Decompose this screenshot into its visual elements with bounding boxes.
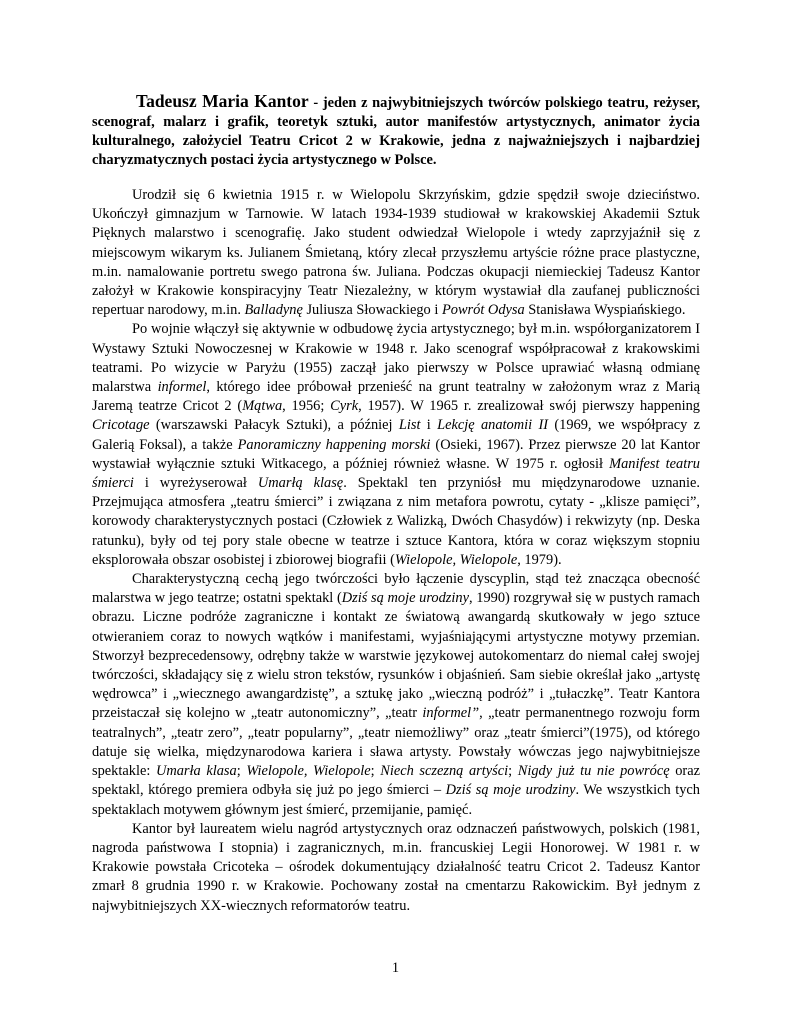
italic-title: Umarła klasa <box>155 763 237 780</box>
italic-title: Manifest teatru śmierci <box>92 455 700 492</box>
text-run: ; <box>508 763 518 780</box>
italic-title: Wielopole, Wielopole <box>246 763 371 780</box>
text-run: , „teatr permanentnego rozwoju form teatralnych”, „teatr zero”, „teatr popularny”, „teatr niemożliwy” oraz „teatr śmierci”(1975), od którego datuje się wielka, międzynarodowa kariera i sława artysty. Powstały wówczas jego najwybitniejsze spektakle: <box>92 705 700 780</box>
body-paragraph <box>92 820 700 916</box>
text-run: i <box>420 417 438 434</box>
text-run: ; <box>236 763 247 780</box>
italic-title: Lekcję anatomii II <box>437 417 549 434</box>
body-text <box>92 186 700 916</box>
text-run: oraz spektakl, którego premiera odbyła się już po jego śmierci – <box>92 763 700 799</box>
text-run: , którego idee próbował przenieść na grunt teatralny w założonym wraz z Marią Jaremą teatrze Cricot 2 ( <box>92 379 701 415</box>
text-run: , 1957). W 1965 r. zrealizował swój pierwszy happening <box>358 398 700 415</box>
italic-title: Cyrk <box>330 398 359 415</box>
italic-title: Dziś są moje urodziny <box>341 590 469 607</box>
text-run: , 1990) rozgrywał się w pustych ramach obrazu. Liczne podróże zagraniczne i kontakt ze światową awangardą skutkowały w jego sztuce otwieraniem coraz to nowych wątków i manifestami, wyjaśniającymi artystyczne motywy przemian. Stworzył bezprecedensowy, odrębny także w warstwie językowej autokomentarz do niemal całej swojej twórczości, składający się z wielu stron tekstów, rysunków i objaśnień. Sam siebie określał jako „artystę wędrowca” i „wiecznego awangardzistę”, a sztukę jako „wieczną podróż” i „tułaczkę”. Teatr Kantora przeistaczał się kolejno w „teatr autonomiczny”, „teatr <box>92 590 700 722</box>
body-paragraph <box>92 570 700 820</box>
text-run: Stanisława Wyspiańskiego. <box>524 302 686 319</box>
text-run: Po wojnie włączył się aktywnie w odbudowę życia artystycznego; był m.in. współorganizatorem I Wystawy Sztuki Nowoczesnej w Krakowie w 1948 r. Jako scenograf współpracował z krakowskimi teatrami. Po wizycie w Paryżu (1955) zaczął jako pierwszy w Polsce uprawiać własną odmianę malarstwa <box>92 321 700 396</box>
text-run: ; <box>370 763 381 780</box>
page-number: 1 <box>391 960 400 976</box>
text-run: (Osieki, 1967). Przez pierwsze 20 lat Kantor wystawiał wyłącznie sztuki Witkacego, a później również własne. W 1975 r. ogłosił <box>92 436 700 472</box>
text-run: Charakterystyczną cechą jego twórczości było łączenie dyscyplin, stąd też znacząca obecność malarstwa w jego teatrze; ostatni spektakl ( <box>92 571 700 607</box>
italic-title: Niech sczezną artyści <box>380 763 509 780</box>
italic-title: Balladynę <box>244 302 303 319</box>
italic-title: Dziś są moje urodziny <box>445 782 576 799</box>
italic-title: Umarłą klasę <box>257 475 344 492</box>
italic-title: Panoramiczny happening morski <box>237 436 431 453</box>
text-run: (warszawski Pałacyk Sztuki), a później <box>149 417 399 434</box>
document-page <box>92 92 700 916</box>
italic-title: Nigdy już tu nie powrócę <box>517 763 670 780</box>
text-run: , 1979). <box>517 551 562 568</box>
text-run: . Spektakl ten przyniósł mu międzynarodowe uznanie. Przejmująca atmosfera „teatru śmierci” i związana z nim metafora powrotu, cytaty - „klisze pamięci”, korowody charakterystycznych postaci (Człowiek z Walizką, Dwóch Chasydów) i rekwizyty (np. Deska ratunku), były od tej pory stale obecne w teatrze i sztuce Kantora, która w coraz większym stopniu eksplorowała obszar osobistej i zbiorowej biografii ( <box>92 475 700 568</box>
text-run: , 1956; <box>282 398 331 415</box>
body-paragraph <box>92 320 700 570</box>
body-paragraph <box>92 186 700 320</box>
intro-paragraph <box>92 92 700 170</box>
text-run: i wyreżyserował <box>133 475 258 492</box>
text-run: (1969, we współpracy z Galerią Foksal), a także <box>92 417 700 453</box>
text-run: Juliusza Słowackiego i <box>302 302 442 319</box>
text-run: Urodził się 6 kwietnia 1915 r. w Wielopolu Skrzyńskim, gdzie spędził swoje dzieciństwo. Ukończył gimnazjum w Tarnowie. W latach 1934-1939 studiował w krakowskiej Akademii Sztuk Pięknych malarstwo i scenografię. Jako student odwiedzał Wielopole i wtedy zaprzyjaźnił się z miejscowym wikarym ks. Julianem Śmietaną, który zlecał przyszłemu artyście różne prace plastyczne, m.in. namalowanie portretu swego patrona św. Juliana. Podczas okupacji niemieckiej Tadeusz Kantor założył w Krakowie konspiracyjny Teatr Niezależny, w którym wystawiał dla zaufanej publiczności repertuar narodowy, m.in. <box>92 187 700 319</box>
subject-name: Tadeusz Maria Kantor <box>136 91 309 111</box>
italic-title: informel <box>157 379 207 396</box>
italic-title: Mątwa <box>242 398 283 415</box>
italic-title: Wielopole, Wielopole <box>394 551 518 568</box>
italic-title: Powrót Odysa <box>441 302 525 319</box>
italic-title: informel” <box>422 705 480 722</box>
text-run: Kantor był laureatem wielu nagród artystycznych oraz odznaczeń państwowych, polskich (1981, nagroda państwowa I stopnia) i zagranicznych, m.in. francuskiej Legii Honorowej. W 1981 r. w Krakowie powstała Cricoteka – ośrodek dokumentujący działalność teatru Cricot 2. Tadeusz Kantor zmarł 8 grudnia 1990 r. w Krakowie. Pochowany został na cmentarzu Rakowickim. Był jednym z najwybitniejszych XX-wiecznych reformatorów teatru. <box>92 820 700 914</box>
italic-title: Cricotage <box>92 417 150 434</box>
italic-title: List <box>398 417 421 434</box>
text-run: . We wszystkich tych spektaklach motywem głównym jest śmierć, przemijanie, pamięć. <box>92 782 700 818</box>
intro-description: - jeden z najwybitniejszych twórców polskiego teatru, reżyser, scenograf, malarz i grafik, teoretyk sztuki, autor manifestów artystycznych, animator życia kulturalnego, założyciel Teatru Cricot 2 w Krakowie, jedna z najważniejszych i najbardziej charyzmatycznych postaci życia artystycznego w Polsce. <box>92 95 701 168</box>
